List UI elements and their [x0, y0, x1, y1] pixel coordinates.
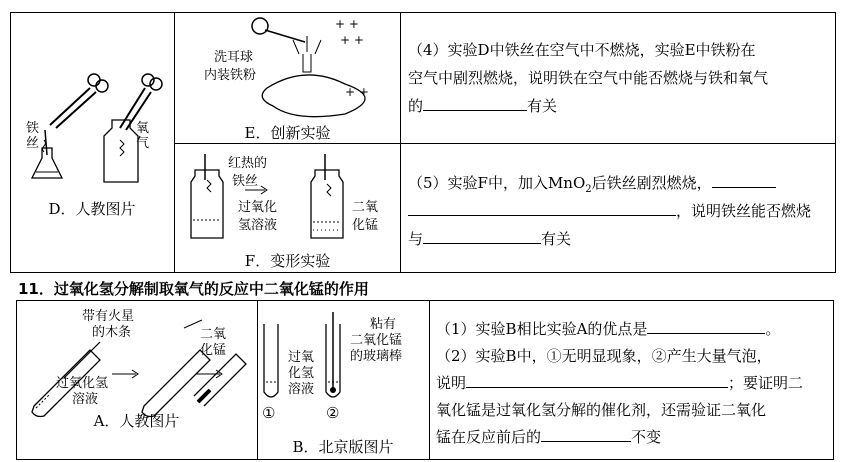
label-glowing-stick-2: 的木条 — [92, 325, 132, 340]
q11-line-5: 锰在反应前后的 不变 — [436, 423, 661, 451]
label-h2o2-f-1: 过氧化 — [238, 200, 278, 215]
label-mno2-f-1: 二氧 — [352, 200, 379, 215]
q5-line-3: 与 有关 — [408, 225, 571, 253]
label-h2o2-b-3: 溶液 — [288, 382, 315, 397]
label-rod-1: 粘有 — [370, 317, 397, 332]
label-rod-2: 二氧化锰 — [350, 333, 403, 348]
label-h2o2-a-2: 溶液 — [72, 392, 99, 407]
caption-f: F．变形实验 — [244, 252, 331, 270]
caption-d: D．人教图片 — [48, 200, 136, 218]
label-mno2-a-2: 化锰 — [200, 343, 227, 358]
svg-text:+ +: + + — [335, 17, 359, 31]
q11-line-1: （1）实验B相比实验A的优点是 。 — [436, 315, 780, 343]
q11-line-2: （2）实验B中，①无明显现象，②产生大量气泡， — [436, 347, 772, 365]
label-mno2-f-2: 化锰 — [352, 218, 379, 233]
svg-text:+ +: + + — [345, 85, 369, 99]
label-rod-3: 的玻璃棒 — [350, 349, 403, 364]
q11-answer-blank-3[interactable] — [541, 425, 631, 442]
q4-line-1: （4）实验D中铁丝在空气中不燃烧，实验E中铁粉在 — [408, 41, 756, 59]
svg-text:+ +: + + — [340, 33, 364, 47]
q11-answer-blank-1[interactable] — [647, 317, 765, 334]
caption-e: E．创新实验 — [244, 124, 331, 142]
caption-a: A．人教图片 — [93, 412, 180, 430]
q11-line-3: 说明 ；要证明二 — [436, 369, 803, 397]
top-table-hline — [174, 143, 836, 144]
q11-line-4: 氧化锰是过氧化氢分解的催化剂，还需验证二氧化 — [436, 401, 767, 419]
q11-answer-blank-2[interactable] — [466, 371, 728, 388]
label-h2o2-b-2: 化氢 — [288, 366, 315, 381]
section-11-title: 11．过氧化氢分解制取氧气的反应中二氧化锰的作用 — [18, 280, 369, 298]
q5-answer-blank-3[interactable] — [423, 227, 541, 244]
label-iron-powder: 内装铁粉 — [204, 68, 257, 83]
label-oxygen-d: 氧气 — [136, 121, 150, 151]
q5-line-2: ，说明铁丝能否燃烧 — [408, 197, 811, 225]
label-glowing-stick-1: 带有火星 — [82, 309, 135, 324]
label-mno2-a-1: 二氧 — [200, 327, 227, 342]
caption-b: B．北京版图片 — [292, 438, 394, 456]
label-tube-1: ① — [262, 404, 276, 422]
q5-answer-blank-2[interactable] — [408, 199, 676, 216]
q4-answer-blank[interactable] — [423, 94, 527, 111]
bottom-table-vline-2 — [429, 300, 430, 460]
label-h2o2-f-2: 氢溶液 — [238, 218, 278, 233]
q5-answer-blank-1[interactable] — [712, 171, 776, 188]
label-h2o2-b-1: 过氧 — [288, 350, 315, 365]
label-h2o2-a-1: 过氧化氢 — [56, 376, 109, 391]
label-iron-wire-f: 铁丝 — [232, 174, 259, 189]
label-red-hot: 红热的 — [228, 156, 268, 171]
label-tube-2: ② — [326, 404, 340, 422]
label-iron-wire-d: 铁丝 — [26, 121, 40, 151]
q5-line-1: （5）实验F中，加入MnO$_2$后铁丝剧烈燃烧， — [408, 169, 776, 204]
label-ear-bulb: 洗耳球 — [214, 50, 254, 65]
q4-line-3: 的 有关 — [408, 92, 557, 120]
q4-line-2: 空气中剧烈燃烧，说明铁在空气中能否燃烧与铁和氧气 — [408, 69, 769, 87]
